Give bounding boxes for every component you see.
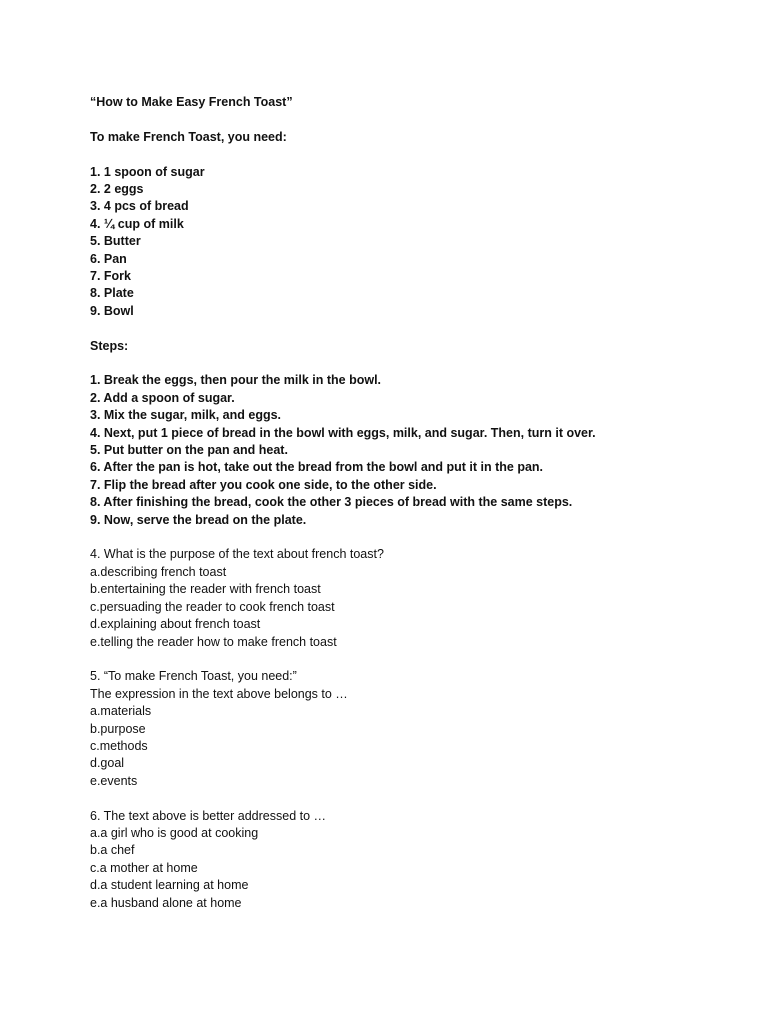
answer-option-c: c.persuading the reader to cook french toast <box>90 599 335 614</box>
steps-list <box>90 372 730 529</box>
ingredient-item: 9. Bowl <box>90 303 134 318</box>
step-item: 7. Flip the bread after you cook one side, to the other side. <box>90 477 437 492</box>
document-page <box>90 94 730 912</box>
question-stem: 4. What is the purpose of the text about french toast? <box>90 547 384 562</box>
ingredients-list <box>90 164 730 321</box>
intro-line: To make French Toast, you need: <box>90 129 287 144</box>
answer-option-c: c.methods <box>90 738 148 753</box>
step-item: 8. After finishing the bread, cook the other 3 pieces of bread with the same steps. <box>90 495 573 510</box>
question-stem: 5. “To make French Toast, you need:” <box>90 669 297 684</box>
question-6 <box>90 808 730 912</box>
answer-option-e: e.telling the reader how to make french toast <box>90 634 337 649</box>
answer-option-d: d.explaining about french toast <box>90 617 261 632</box>
question-4 <box>90 546 730 650</box>
spacer <box>90 529 730 546</box>
step-item: 3. Mix the sugar, milk, and eggs. <box>90 408 282 423</box>
spacer <box>90 651 730 668</box>
answer-option-b: b.a chef <box>90 843 135 858</box>
ingredient-item: 2. 2 eggs <box>90 182 144 196</box>
spacer <box>90 146 730 163</box>
spacer <box>90 111 730 128</box>
question-stem: The expression in the text above belongs to … <box>90 686 348 701</box>
answer-option-a: a.materials <box>90 704 152 719</box>
answer-option-a: a.describing french toast <box>90 564 227 579</box>
answer-options <box>90 564 730 651</box>
ingredient-item: 1. 1 spoon of sugar <box>90 164 205 179</box>
step-item: 2. Add a spoon of sugar. <box>90 390 235 405</box>
steps-heading: Steps: <box>90 338 129 353</box>
answer-options <box>90 825 730 912</box>
answer-option-d: d.a student learning at home <box>90 878 249 893</box>
answer-options <box>90 703 730 790</box>
answer-option-d: d.goal <box>90 756 125 771</box>
document-title: “How to Make Easy French Toast” <box>90 95 293 109</box>
answer-option-a: a.a girl who is good at cooking <box>90 825 259 840</box>
answer-option-b: b.entertaining the reader with french toast <box>90 582 321 597</box>
answer-option-e: e.events <box>90 773 138 788</box>
step-item: 9. Now, serve the bread on the plate. <box>90 512 307 527</box>
ingredient-item: 6. Pan <box>90 251 127 266</box>
step-item: 5. Put butter on the pan and heat. <box>90 443 288 458</box>
spacer <box>90 320 730 337</box>
spacer <box>90 790 730 807</box>
ingredient-item: 5. Butter <box>90 234 141 249</box>
question-5 <box>90 668 730 790</box>
answer-option-b: b.purpose <box>90 721 146 736</box>
ingredient-item: 7. Fork <box>90 269 131 284</box>
step-item: 4. Next, put 1 piece of bread in the bowl with eggs, milk, and sugar. Then, turn it over. <box>90 425 596 440</box>
ingredient-item: 4. ¼ cup of milk <box>90 216 184 231</box>
answer-option-c: c.a mother at home <box>90 860 198 875</box>
answer-option-e: e.a husband alone at home <box>90 895 242 910</box>
step-item: 6. After the pan is hot, take out the bread from the bowl and put it in the pan. <box>90 460 544 475</box>
step-item: 1. Break the eggs, then pour the milk in the bowl. <box>90 373 382 388</box>
ingredient-item: 3. 4 pcs of bread <box>90 199 189 214</box>
ingredient-item: 8. Plate <box>90 286 134 301</box>
spacer <box>90 355 730 372</box>
question-stem: 6. The text above is better addressed to … <box>90 808 327 823</box>
